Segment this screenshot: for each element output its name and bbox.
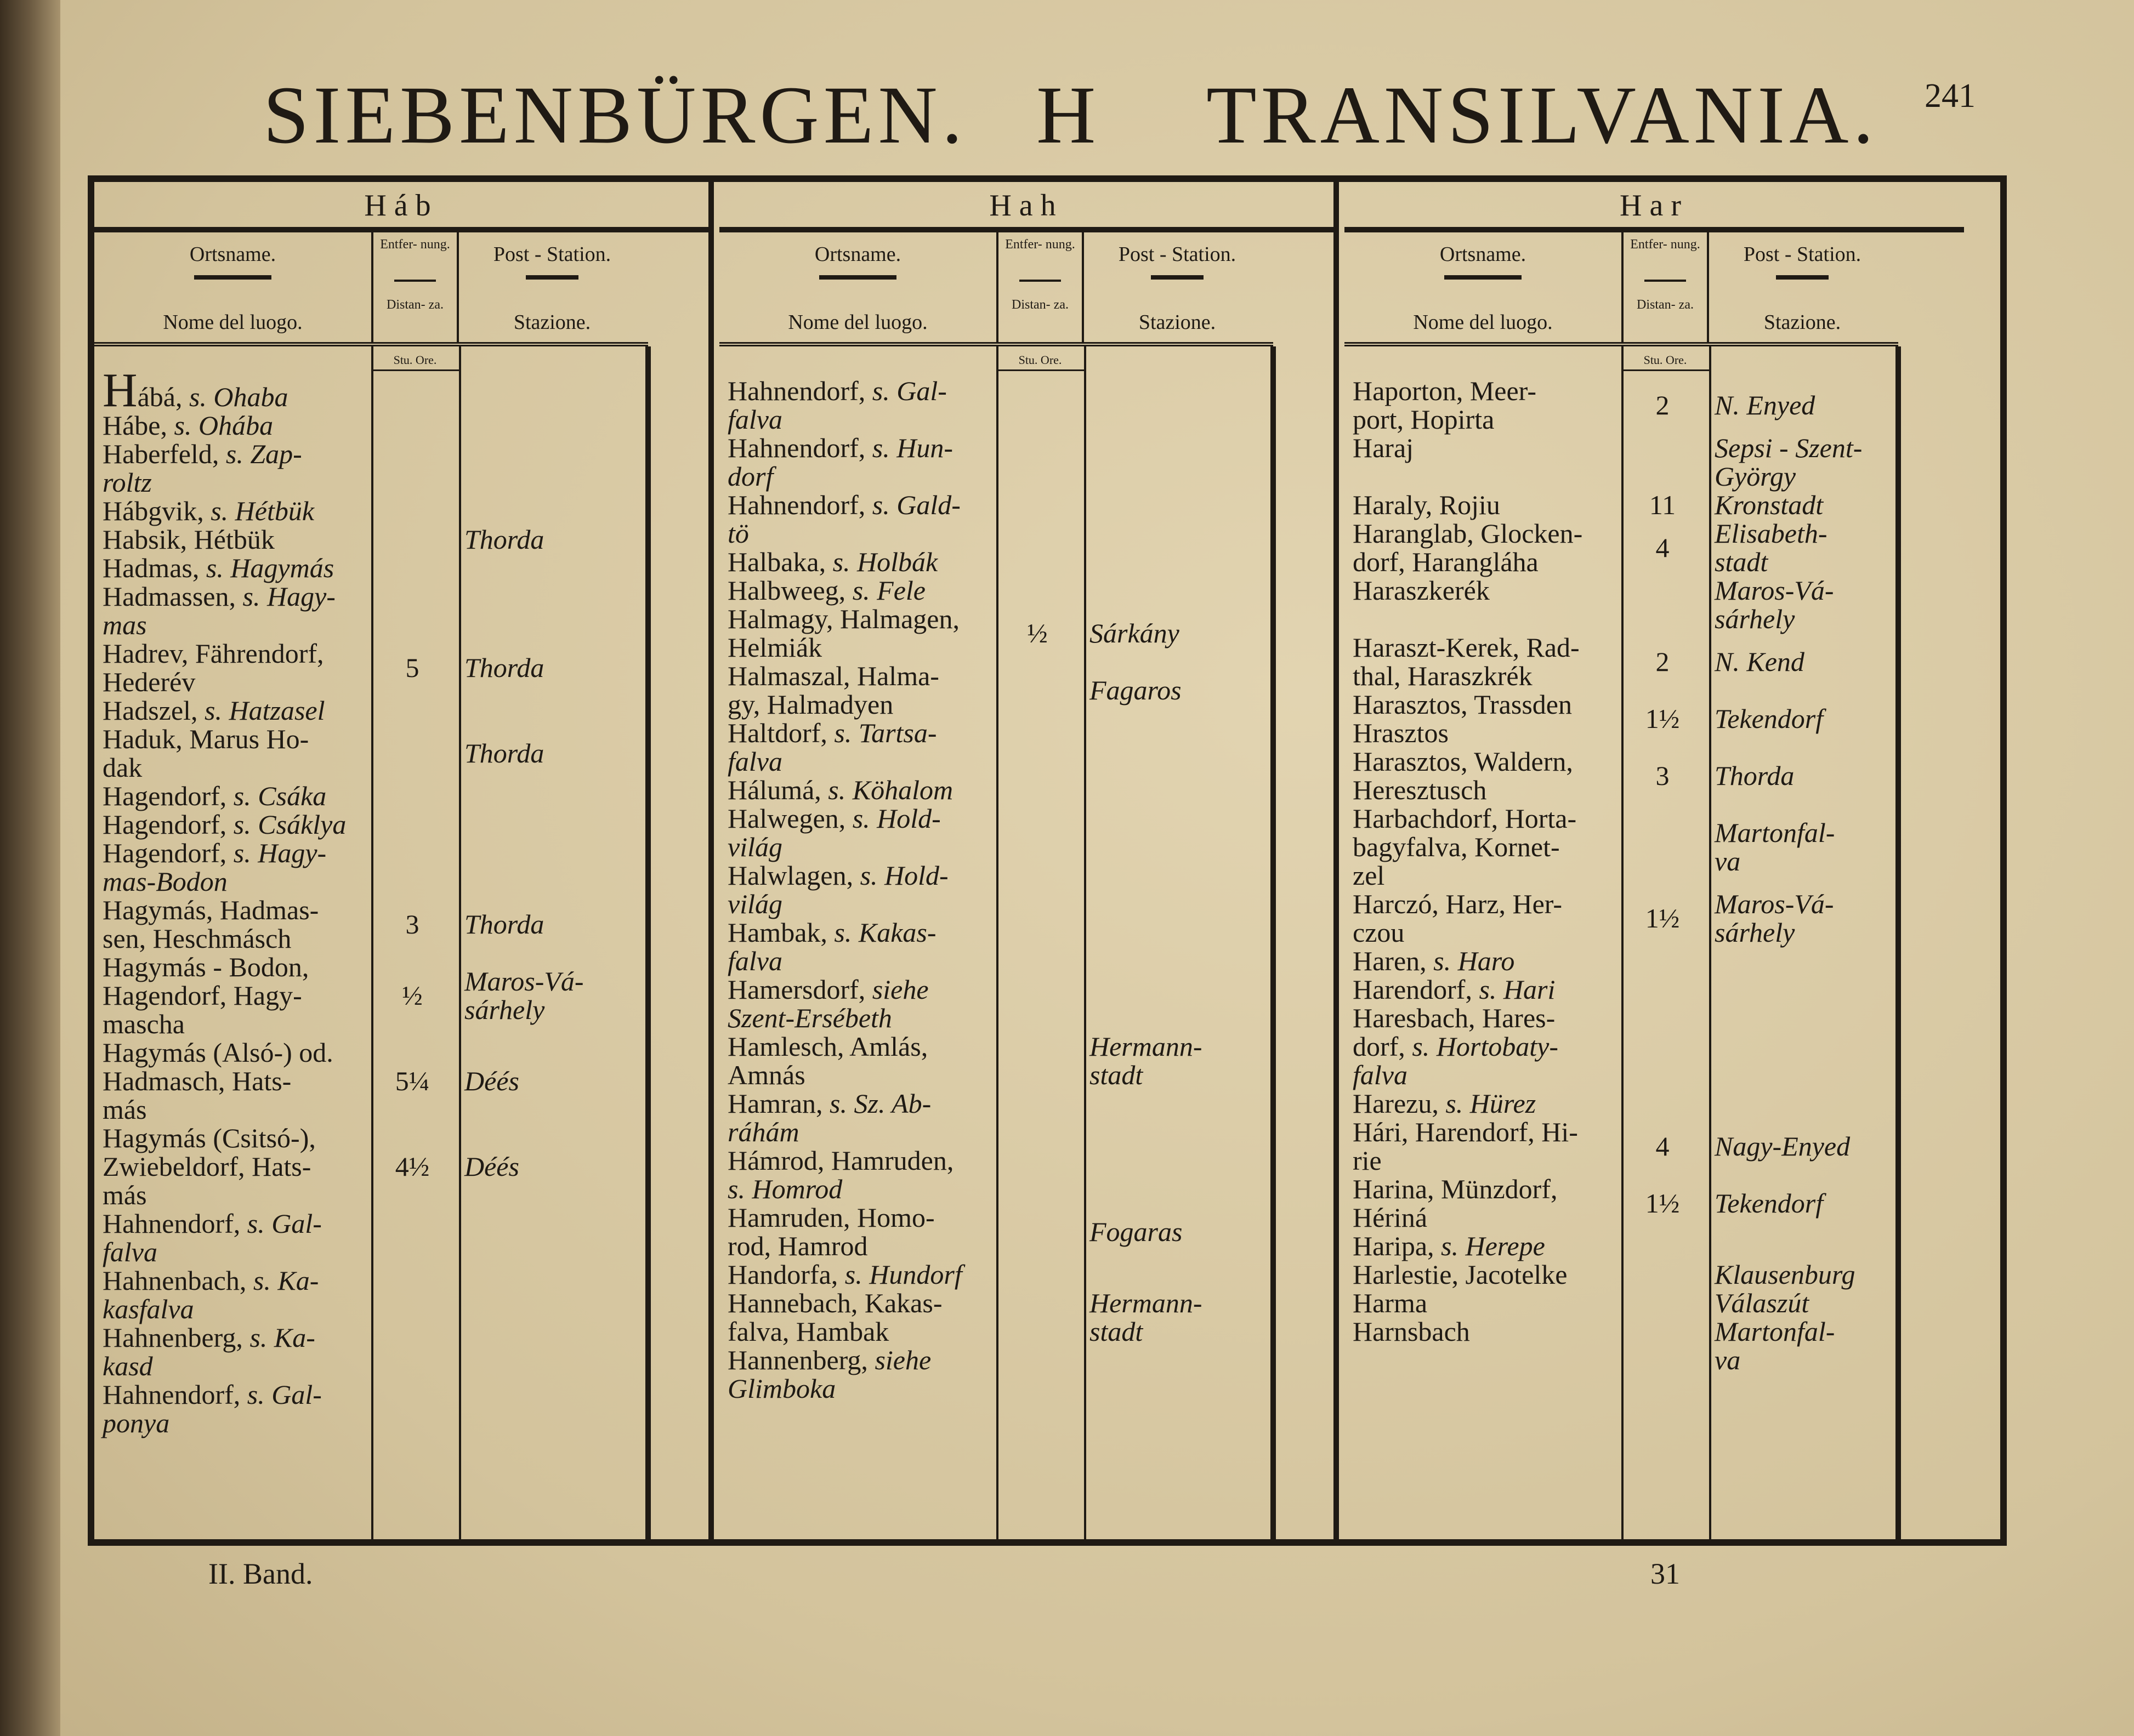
place-name-text: Hahnenberg, xyxy=(103,1322,250,1353)
place-name xyxy=(103,525,366,554)
place-name-text: Halbweeg, xyxy=(728,575,853,606)
distance-value: 4 xyxy=(1655,532,1670,563)
distance-value: 2 xyxy=(1655,390,1670,420)
post-station: Maros-Vá- sárhely xyxy=(1715,575,1834,634)
place-name xyxy=(1353,1232,1616,1260)
units-label: Stu. Ore. xyxy=(996,349,1084,371)
place-name xyxy=(728,804,991,861)
post-station: Maros-Vá- sárhely xyxy=(1715,889,1834,948)
place-name-text: Harezu, xyxy=(1353,1088,1446,1119)
place-name-text: Hamlesch, Amlás, Amnás xyxy=(728,1031,928,1090)
table-row xyxy=(1353,1175,1895,1232)
place-name-text: Hadrev, Fährendorf, Hederév xyxy=(103,638,324,697)
section-rule xyxy=(1344,227,1964,232)
place-name xyxy=(103,364,366,417)
table-row xyxy=(103,953,645,1038)
place-name-text: Harbachdorf, Horta- bagyfalva, Kornet- zel xyxy=(1353,803,1577,891)
table-row xyxy=(728,918,1270,975)
place-name-text: Hálumá, xyxy=(728,775,828,805)
place-name xyxy=(728,1289,991,1346)
table-row xyxy=(1353,434,1895,491)
place-name xyxy=(103,839,366,896)
cross-reference: s. Tartsa- falva xyxy=(728,718,937,777)
place-name xyxy=(1353,491,1616,519)
place-name xyxy=(1353,804,1616,890)
cross-reference: s. Hold- világ xyxy=(728,860,949,919)
column-header-post-station: Post - Station. Stazione. xyxy=(493,243,611,334)
column-divider xyxy=(645,346,651,1539)
place-name xyxy=(728,491,991,548)
place-name-text: Harczó, Harz, Her- czou xyxy=(1353,889,1563,948)
place-name-text: Hadmassen, xyxy=(103,581,243,612)
place-name-text: Harlestie, Jacotelke xyxy=(1353,1259,1568,1290)
place-name-text: Harina, Münzdorf, Hériná xyxy=(1353,1174,1558,1233)
cross-reference: s. Hagymás xyxy=(206,553,334,583)
table-row xyxy=(103,554,645,582)
units-label: Stu. Ore. xyxy=(1621,349,1709,371)
place-name-text: Haripa, xyxy=(1353,1231,1441,1261)
place-name-text: Hadmas, xyxy=(103,553,206,583)
table-row xyxy=(103,782,645,810)
place-name xyxy=(103,696,366,725)
header-rule xyxy=(1344,342,1898,346)
place-name xyxy=(103,1038,366,1124)
table-frame xyxy=(88,175,2007,1546)
post-station: Thorda xyxy=(464,909,544,940)
place-name xyxy=(1353,690,1616,747)
post-station: N. Kend xyxy=(1715,646,1804,677)
table-row xyxy=(103,411,645,440)
place-name-text: Haduk, Marus Ho- dak xyxy=(103,724,309,783)
place-name-text: Hahnendorf, xyxy=(728,375,872,406)
place-name xyxy=(1353,1289,1616,1317)
place-name-text: Hahnenbach, xyxy=(103,1265,253,1296)
table-row xyxy=(728,1346,1270,1403)
table-row xyxy=(728,1032,1270,1089)
place-name xyxy=(728,719,991,776)
place-name xyxy=(1353,1317,1616,1374)
distance-value: 3 xyxy=(405,909,419,940)
cross-reference: s. Herepe xyxy=(1441,1231,1545,1261)
place-name xyxy=(103,896,366,953)
table-row xyxy=(728,776,1270,804)
table-row xyxy=(1353,975,1895,1004)
section-hah xyxy=(719,182,1339,1539)
place-name-text: Hahnendorf, xyxy=(103,1208,247,1239)
place-name xyxy=(728,377,991,434)
column-header-post-station: Post - Station. Stazione. xyxy=(1118,243,1236,334)
place-name xyxy=(728,434,991,491)
table-row xyxy=(103,525,645,554)
table-row xyxy=(728,804,1270,861)
table-row xyxy=(728,861,1270,918)
place-name-text: Halmagy, Halmagen, Helmiák xyxy=(728,604,960,663)
table-row xyxy=(728,377,1270,434)
table-row xyxy=(1353,377,1895,434)
place-name-text: Haranglab, Glocken- dorf, Harangláha xyxy=(1353,518,1583,577)
place-name-text: Habsik, Hétbük xyxy=(103,524,275,555)
cross-reference: s. Haro xyxy=(1433,946,1515,976)
place-name-text: Hahnendorf, xyxy=(728,490,872,520)
table-row xyxy=(1353,519,1895,576)
post-station: Tekendorf xyxy=(1715,703,1824,734)
place-name-text: Halmaszal, Halma- gy, Halmadyen xyxy=(728,661,939,720)
place-name xyxy=(1353,890,1616,947)
place-name-text: Haraszkerék xyxy=(1353,575,1490,606)
book-page xyxy=(60,0,2134,1736)
column-header-post-station: Post - Station. Stazione. xyxy=(1743,243,1861,334)
table-row xyxy=(103,896,645,953)
table-row xyxy=(728,576,1270,605)
book-gutter xyxy=(0,0,60,1736)
place-name xyxy=(728,1260,991,1289)
place-name xyxy=(103,554,366,582)
cross-reference: s. Holbák xyxy=(832,547,938,577)
place-name-text: Haltdorf, xyxy=(728,718,835,748)
place-name xyxy=(1353,434,1616,491)
cross-reference: siehe Glimboka xyxy=(728,1345,932,1404)
section-har xyxy=(1344,182,1964,1539)
table-row xyxy=(1353,690,1895,747)
post-station: Klausenburg xyxy=(1715,1259,1855,1290)
place-name xyxy=(728,1346,991,1403)
table-row xyxy=(103,582,645,639)
place-name-text: Hábe, xyxy=(103,410,174,441)
post-station: Válaszút xyxy=(1715,1288,1809,1318)
cross-reference: s. Zap- roltz xyxy=(103,439,302,498)
place-name-text: Harasztos, Waldern, Heresztusch xyxy=(1353,746,1573,805)
cross-reference: s. Gal- ponya xyxy=(103,1379,322,1438)
post-station: N. Enyed xyxy=(1715,390,1815,420)
post-station: Fagaros xyxy=(1089,675,1182,705)
post-station: Nagy-Enyed xyxy=(1715,1131,1851,1162)
place-name xyxy=(103,1323,366,1380)
header-rule xyxy=(94,342,648,346)
section-hab xyxy=(94,182,714,1539)
table-row xyxy=(103,839,645,896)
table-row xyxy=(728,1289,1270,1346)
place-name-text: Hagendorf, xyxy=(103,781,234,811)
post-station: Martonfal- va xyxy=(1715,817,1835,876)
cross-reference: s. Homrod xyxy=(728,1174,843,1204)
place-name xyxy=(103,953,366,1038)
running-head-letter: H xyxy=(1036,70,1100,161)
post-station: Kronstadt xyxy=(1715,490,1824,520)
entry-list xyxy=(103,364,645,1528)
place-name xyxy=(1353,947,1616,975)
distance-value: 3 xyxy=(1655,760,1670,791)
table-row xyxy=(728,662,1270,719)
column-divider xyxy=(1270,346,1276,1539)
place-name xyxy=(103,1380,366,1437)
running-head-right: TRANSILVANIA. xyxy=(1206,70,1878,161)
place-name-text: Haresbach, Hares- dorf, xyxy=(1353,1003,1556,1062)
cross-reference: s. Gal- falva xyxy=(728,375,947,435)
table-row xyxy=(728,1203,1270,1260)
post-station: Hermann- stadt xyxy=(1089,1031,1202,1090)
place-name-text: Halwegen, xyxy=(728,803,853,834)
place-name xyxy=(728,861,991,918)
post-station: Fogaras xyxy=(1089,1216,1183,1247)
table-row xyxy=(1353,491,1895,519)
table-row xyxy=(1353,633,1895,690)
column-divider xyxy=(1895,346,1901,1539)
place-name xyxy=(1353,1175,1616,1232)
place-name-text: Harendorf, xyxy=(1353,974,1479,1005)
cross-reference: s. Ka- kasd xyxy=(103,1322,315,1381)
distance-value: 4½ xyxy=(395,1151,430,1182)
table-row xyxy=(1353,747,1895,804)
header-rule xyxy=(719,342,1273,346)
cross-reference: s. Hatzasel xyxy=(205,695,325,726)
place-name-text: Hagendorf, xyxy=(103,809,234,840)
post-station: Martonfal- va xyxy=(1715,1316,1835,1375)
cross-reference: s. Hortobaty- falva xyxy=(1353,1031,1558,1090)
table-row xyxy=(103,725,645,782)
place-name-text: Hábá, xyxy=(103,364,189,417)
entry-list xyxy=(1353,377,1895,1528)
table-row xyxy=(728,491,1270,548)
cross-reference: s. Gal- falva xyxy=(103,1208,322,1267)
post-station: Thorda xyxy=(1715,760,1795,791)
table-row xyxy=(1353,1089,1895,1118)
place-name-text: Harasztos, Trassden Hrasztos xyxy=(1353,689,1572,748)
running-head-left: SIEBENBÜRGEN. xyxy=(263,70,967,161)
table-row xyxy=(1353,890,1895,947)
column-header-name: Ortsname. Nome del luogo. xyxy=(1413,243,1553,334)
column-header-name: Ortsname. Nome del luogo. xyxy=(788,243,928,334)
volume-footer: II. Band. xyxy=(208,1557,313,1590)
place-name-text: Hahnendorf, xyxy=(728,432,872,463)
table-row xyxy=(1353,576,1895,633)
cross-reference: s. Csáklya xyxy=(233,809,347,840)
cross-reference: s. Hundorf xyxy=(844,1259,962,1290)
place-name xyxy=(103,497,366,525)
place-name xyxy=(1353,747,1616,804)
distance-value: 4 xyxy=(1655,1131,1670,1162)
place-name xyxy=(103,1266,366,1323)
place-name-text: Hagymás - Bodon, Hagendorf, Hagy- mascha xyxy=(103,952,309,1039)
place-name xyxy=(103,639,366,696)
place-name xyxy=(728,605,991,662)
cross-reference: s. Sz. Ab- ráhám xyxy=(728,1088,932,1147)
distance-value: 11 xyxy=(1649,490,1676,520)
table-row xyxy=(728,605,1270,662)
signature-mark: 31 xyxy=(1650,1557,1680,1590)
place-name xyxy=(728,662,991,719)
place-name xyxy=(728,1146,991,1203)
distance-value: ½ xyxy=(402,980,423,1011)
place-name xyxy=(728,1203,991,1260)
section-rule xyxy=(719,227,1333,232)
cross-reference: s. Csáka xyxy=(233,781,327,811)
place-name xyxy=(728,548,991,576)
distance-value: 5 xyxy=(405,652,419,683)
entry-list xyxy=(728,377,1270,1528)
cross-reference: s. Hun- dorf xyxy=(728,432,954,492)
table-row xyxy=(1353,1317,1895,1374)
table-row xyxy=(1353,804,1895,890)
post-station: Hermann- stadt xyxy=(1089,1288,1202,1347)
column-header-distance: Entfer- nung. Distan- za. xyxy=(371,232,459,342)
place-name-text: Harma xyxy=(1353,1288,1428,1318)
place-name-text: Hannenberg, xyxy=(728,1345,875,1375)
cross-reference: s. Hürez xyxy=(1445,1088,1536,1119)
place-name-text: Hagendorf, xyxy=(103,838,234,868)
cross-reference: s. Fele xyxy=(852,575,926,606)
table-row xyxy=(728,719,1270,776)
cross-reference: s. Ka- kasfalva xyxy=(103,1265,319,1324)
place-name xyxy=(728,776,991,804)
place-name-text: Hámrod, Hamruden, xyxy=(728,1145,954,1176)
column-header-distance: Entfer- nung. Distan- za. xyxy=(1621,232,1709,342)
post-station: Déés xyxy=(464,1151,519,1182)
table-row xyxy=(103,440,645,497)
table-row xyxy=(728,548,1270,576)
table-row xyxy=(1353,1232,1895,1260)
place-name xyxy=(1353,1004,1616,1089)
post-station: Déés xyxy=(464,1066,519,1096)
table-row xyxy=(103,1124,645,1209)
place-name-text: Harnsbach xyxy=(1353,1316,1470,1347)
table-row xyxy=(1353,1260,1895,1289)
table-row xyxy=(103,364,645,417)
post-station: Maros-Vá- sárhely xyxy=(464,966,584,1025)
post-station: Sárkány xyxy=(1089,618,1179,648)
cross-reference: s. Hagy- mas-Bodon xyxy=(103,838,327,897)
place-name-text: Hambak, xyxy=(728,917,835,948)
table-row xyxy=(103,1266,645,1323)
place-name-text: Haberfeld, xyxy=(103,439,226,469)
table-row xyxy=(728,1089,1270,1146)
section-rule xyxy=(94,227,708,232)
cross-reference: s. Ohaba xyxy=(189,382,288,412)
place-name-text: Haporton, Meer- port, Hopirta xyxy=(1353,375,1536,435)
place-name-text: Hamersdorf, xyxy=(728,974,872,1005)
cross-reference: s. Ohába xyxy=(174,410,274,441)
distance-value: 1½ xyxy=(1645,703,1680,734)
table-row xyxy=(103,1323,645,1380)
place-name-text: Haraly, Rojiu xyxy=(1353,490,1500,520)
section-label: Hah xyxy=(989,189,1064,223)
place-name xyxy=(103,440,366,497)
place-name xyxy=(103,1124,366,1209)
section-label: Har xyxy=(1620,189,1689,223)
place-name-text: Hadszel, xyxy=(103,695,205,726)
place-name-text: Hagymás (Alsó-) od. Hadmasch, Hats- más xyxy=(103,1037,333,1125)
place-name-text: Haren, xyxy=(1353,946,1434,976)
place-name-text: Hagymás, Hadmas- sen, Heschmásch xyxy=(103,895,319,954)
distance-value: 1½ xyxy=(1645,1188,1680,1219)
table-row xyxy=(1353,1289,1895,1317)
post-station: Thorda xyxy=(464,738,544,769)
place-name xyxy=(728,1032,991,1089)
place-name xyxy=(728,576,991,605)
table-row xyxy=(103,639,645,696)
place-name xyxy=(1353,377,1616,434)
place-name xyxy=(1353,1260,1616,1289)
place-name xyxy=(103,782,366,810)
place-name-text: Haraszt-Kerek, Rad- thal, Haraszkrék xyxy=(1353,632,1580,691)
cross-reference: s. Hold- világ xyxy=(728,803,941,862)
section-label: Háb xyxy=(364,189,439,223)
place-name xyxy=(103,725,366,782)
cross-reference: s. Köhalom xyxy=(828,775,954,805)
place-name-text: Hagymás (Csitsó-), Zwiebeldorf, Hats- más xyxy=(103,1123,316,1210)
post-station: Sepsi - Szent- György xyxy=(1715,432,1863,492)
cross-reference: s. Gald- tö xyxy=(728,490,961,549)
cross-reference: s. Kakas- falva xyxy=(728,917,937,976)
place-name xyxy=(103,810,366,839)
cross-reference: s. Hari xyxy=(1479,974,1556,1005)
distance-value: 2 xyxy=(1655,646,1670,677)
place-name xyxy=(1353,519,1616,576)
table-row xyxy=(103,497,645,525)
cross-reference: s. Hétbük xyxy=(211,496,315,526)
column-header-distance: Entfer- nung. Distan- za. xyxy=(996,232,1084,342)
place-name-text: Hamruden, Homo- rod, Hamrod xyxy=(728,1202,935,1261)
table-row xyxy=(728,1260,1270,1289)
place-name-text: Handorfa, xyxy=(728,1259,845,1290)
cross-reference: s. Hagy- mas xyxy=(103,581,336,640)
table-row xyxy=(103,696,645,725)
distance-value: 1½ xyxy=(1645,903,1680,934)
place-name-text: Hamran, xyxy=(728,1088,830,1119)
post-station: Tekendorf xyxy=(1715,1188,1824,1219)
table-row xyxy=(728,975,1270,1032)
place-name xyxy=(728,975,991,1032)
place-name xyxy=(1353,975,1616,1004)
place-name-text: Halwlagen, xyxy=(728,860,860,891)
place-name-text: Hannebach, Kakas- falva, Hambak xyxy=(728,1288,943,1347)
post-station: Thorda xyxy=(464,652,544,683)
post-station: Elisabeth- stadt xyxy=(1715,518,1827,577)
place-name xyxy=(103,582,366,639)
place-name-text: Hári, Harendorf, Hi- rie xyxy=(1353,1117,1578,1176)
units-label: Stu. Ore. xyxy=(371,349,459,371)
place-name-text: Haraj xyxy=(1353,432,1414,463)
place-name xyxy=(1353,1118,1616,1175)
table-row xyxy=(103,1209,645,1266)
post-station: Thorda xyxy=(464,524,544,555)
place-name-text: Hábgvik, xyxy=(103,496,211,526)
page-number: 241 xyxy=(1925,77,1976,115)
place-name xyxy=(103,1209,366,1266)
table-row xyxy=(728,434,1270,491)
table-row xyxy=(728,1146,1270,1203)
table-row xyxy=(1353,947,1895,975)
place-name xyxy=(1353,1089,1616,1118)
place-name xyxy=(1353,633,1616,690)
place-name xyxy=(728,1089,991,1146)
distance-value: 5¼ xyxy=(395,1066,430,1096)
running-head xyxy=(263,66,2018,164)
place-name-text: Halbaka, xyxy=(728,547,833,577)
table-row xyxy=(1353,1118,1895,1175)
place-name xyxy=(1353,576,1616,633)
cross-reference: siehe Szent-Ersébeth xyxy=(728,974,929,1033)
place-name xyxy=(728,918,991,975)
place-name xyxy=(103,411,366,440)
distance-value: ½ xyxy=(1027,618,1048,648)
place-name-text: Hahnendorf, xyxy=(103,1379,247,1410)
table-row xyxy=(103,1038,645,1124)
table-row xyxy=(1353,1004,1895,1089)
table-row xyxy=(103,1380,645,1437)
column-header-name: Ortsname. Nome del luogo. xyxy=(163,243,303,334)
table-row xyxy=(103,810,645,839)
